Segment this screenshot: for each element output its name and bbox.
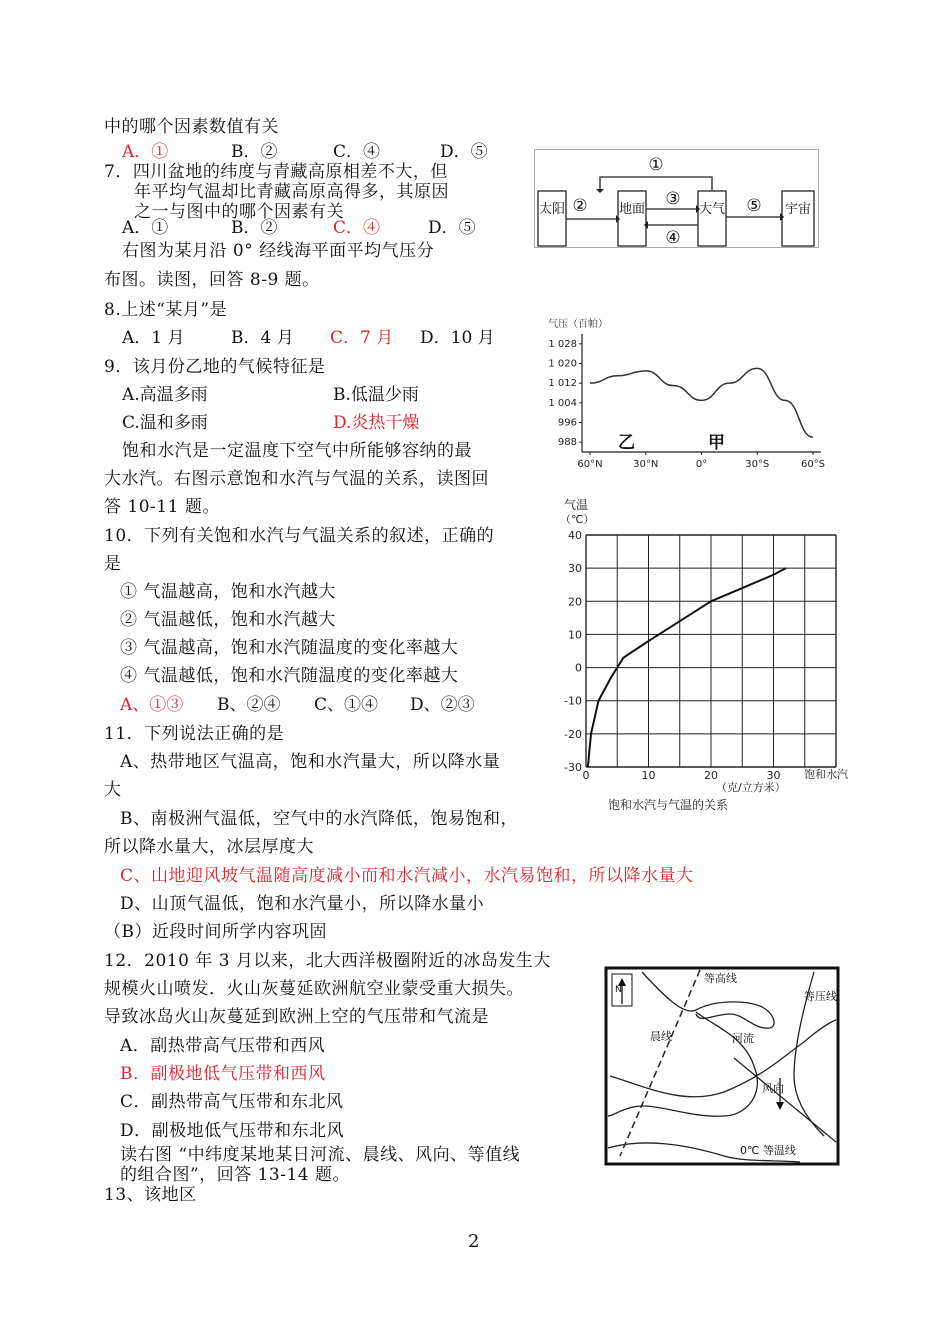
q9-option-b: B.低温少雨: [333, 385, 419, 405]
vapor-y-tick-label: 30: [568, 562, 582, 576]
vapor-x-title: 饱和水汽: [804, 768, 848, 781]
q11-stem: 11．下列说法正确的是: [104, 724, 285, 744]
q10-stem: 是: [104, 554, 122, 574]
vapor-y-tick-label: 20: [568, 595, 582, 609]
q7-stem: 7．四川盆地的纬度与青藏高原相差不大，但: [104, 162, 448, 182]
pressure-y-title: 气压（百帕）: [548, 319, 608, 330]
intro-13-14: 读右图 “中纬度某地某日河流、晨线、风向、等值线: [120, 1145, 521, 1165]
q8-option-a: A．1 月: [122, 328, 185, 348]
vapor-y-tick-label: 40: [568, 529, 582, 542]
vapor-y-tick-label: 0: [575, 661, 582, 675]
q7-stem: 年平均气温却比青藏高原高得多，其原因: [134, 182, 449, 202]
page-number: 2: [468, 1231, 480, 1252]
q12-stem: 导致冰岛火山灰蔓延到欧洲上空的气压带和气流是: [104, 1007, 489, 1027]
vapor-y-tick-label: -30: [564, 761, 582, 774]
q9-stem: 9．该月份乙地的气候特征是: [104, 357, 326, 377]
energy-flow-diagram: [534, 149, 820, 249]
q8-option-c: C．7 月: [330, 328, 394, 348]
vapor-y-tick-label: -20: [564, 727, 582, 741]
arrow-label: ⑤: [746, 196, 762, 216]
pressure-chart: [546, 312, 836, 474]
map-label-isobar: 等压线: [804, 990, 837, 1003]
q7-option-b: B．②: [231, 218, 278, 238]
q10-item: ③ 气温越高，饱和水汽随温度的变化率越大: [120, 638, 459, 658]
saturation-vapor-chart: [546, 495, 856, 813]
pressure-x-tick-label: 60°N: [577, 459, 603, 470]
vapor-x-tick-label: 10: [641, 769, 656, 782]
node-ground-label: 地面: [618, 202, 646, 217]
intro-10-11: 大水汽。右图示意饱和水汽与气温的关系，读图回: [104, 469, 489, 489]
q11-option-b: B、南极洲气温低，空气中的水汽降低，饱易饱和，: [120, 809, 518, 829]
arrow-label: ①: [648, 155, 664, 175]
q7-option-d: D．⑤: [428, 218, 476, 238]
q6-option-a: A．①: [122, 142, 169, 162]
q10-option-a: A、①③: [120, 695, 184, 715]
label-yi: 乙: [618, 433, 635, 453]
q9-option-a: A.高温多雨: [122, 385, 208, 405]
text-line: 中的哪个因素数值有关: [104, 117, 279, 137]
q12-option-b: B．副极地低气压带和西风: [120, 1064, 326, 1084]
q11-option-a: A、热带地区气温高，饱和水汽量大，所以降水量: [120, 752, 501, 772]
vapor-y-title: 气温: [564, 498, 589, 512]
q7-option-c: C．④: [333, 218, 381, 238]
map-label-wind: 风向: [762, 1082, 784, 1095]
q10-option-c: C、①④: [314, 695, 379, 715]
q12-option-c: C．副热带高气压带和东北风: [120, 1092, 344, 1112]
north-label: N: [615, 985, 622, 995]
label-jia: 甲: [708, 433, 725, 453]
vapor-y-tick-label: 10: [568, 628, 582, 642]
pressure-x-tick-label: 0°: [695, 459, 708, 470]
q7-option-a: A．①: [122, 218, 169, 238]
pressure-y-tick-label: 1 012: [548, 378, 577, 390]
vapor-caption: 饱和水汽与气温的关系: [608, 798, 729, 812]
map-label-isotherm: 0℃ 等温线: [740, 1144, 796, 1157]
intro-10-11: 饱和水汽是一定温度下空气中所能够容纳的最: [122, 441, 472, 461]
q9-option-c: C.温和多雨: [122, 413, 208, 433]
q12-option-a: A．副热带高气压带和西风: [120, 1036, 326, 1056]
q11-option-c: C、山地迎风坡气温随高度减小而和水汽减小，水汽易饱和，所以降水量大: [120, 866, 694, 886]
q9-option-d: D.炎热干燥: [333, 413, 420, 433]
map-label-contour: 等高线: [704, 972, 737, 985]
arrow-label: ③: [665, 189, 681, 209]
section-b-heading: （B）近段时间所学内容巩固: [104, 922, 327, 942]
pressure-x-tick-label: 30°S: [745, 459, 770, 470]
q11-option-a: 大: [104, 780, 122, 800]
pressure-y-tick-label: 1 020: [548, 358, 577, 370]
q8-stem: 8.上述“某月”是: [104, 300, 228, 320]
node-atmos-label: 大气: [698, 202, 726, 217]
pressure-x-tick-label: 30°N: [633, 459, 659, 470]
intro-10-11: 答 10-11 题。: [104, 497, 220, 517]
q10-option-d: D、②③: [410, 695, 475, 715]
pressure-y-tick-label: 1 028: [548, 338, 577, 350]
node-space-label: 宇宙: [784, 202, 812, 217]
q8-option-d: D．10 月: [420, 328, 495, 348]
pressure-y-tick-label: 996: [557, 417, 577, 429]
vapor-x-tick-label: 20: [704, 769, 718, 782]
q6-option-c: C．④: [333, 142, 381, 162]
contour-map: [604, 966, 840, 1166]
arrow-label: ②: [572, 196, 588, 216]
pressure-y-tick-label: 1 004: [548, 397, 577, 409]
q10-item: ④ 气温越低，饱和水汽随温度的变化率越大: [120, 666, 459, 686]
q10-item: ② 气温越低，饱和水汽越大: [120, 610, 336, 630]
q10-stem: 10．下列有关饱和水汽与气温关系的叙述，正确的: [104, 526, 495, 546]
intro-13-14: 的组合图”，回答 13-14 题。: [120, 1165, 351, 1185]
vapor-y-unit: （℃）: [560, 513, 595, 526]
q8-option-b: B．4 月: [231, 328, 294, 348]
map-label-river: 河流: [732, 1032, 754, 1045]
pressure-y-tick-label: 988: [557, 437, 577, 449]
q12-option-d: D．副极地低气压带和东北风: [120, 1121, 345, 1141]
q6-option-b: B．②: [231, 142, 278, 162]
pressure-x-tick-label: 60°S: [800, 459, 826, 470]
q10-option-b: B、②④: [217, 695, 281, 715]
intro-8-9: 布图。读图，回答 8-9 题。: [104, 270, 320, 290]
arrow-label: ④: [665, 228, 681, 248]
node-sun-label: 太阳: [538, 202, 566, 217]
q11-option-d: D、山顶气温低，饱和水汽量小，所以降水量小: [120, 894, 485, 914]
q6-option-d: D．⑤: [440, 142, 488, 162]
q7-stem: 之一与图中的哪个因素有关: [134, 202, 344, 222]
intro-8-9: 右图为某月沿 0° 经线海平面平均气压分: [122, 241, 435, 261]
q12-stem: 12．2010 年 3 月以来，北大西洋极圈附近的冰岛发生大: [104, 951, 551, 971]
pressure-series-line: [590, 368, 813, 437]
vapor-x-tick-label: 0: [582, 769, 590, 782]
q10-item: ① 气温越高，饱和水汽越大: [120, 582, 336, 602]
q12-stem: 规模火山喷发．火山灰蔓延欧洲航空业蒙受重大损失。: [104, 979, 524, 999]
map-label-terminator: 晨线: [650, 1030, 672, 1043]
vapor-y-tick-label: -10: [564, 694, 582, 708]
q13-stem: 13、该地区: [104, 1185, 197, 1205]
q11-option-b: 所以降水量大，冰层厚度大: [104, 837, 314, 857]
vapor-x-unit: （克/立方米）: [716, 781, 786, 794]
vapor-x-tick-label: 30: [766, 769, 781, 782]
